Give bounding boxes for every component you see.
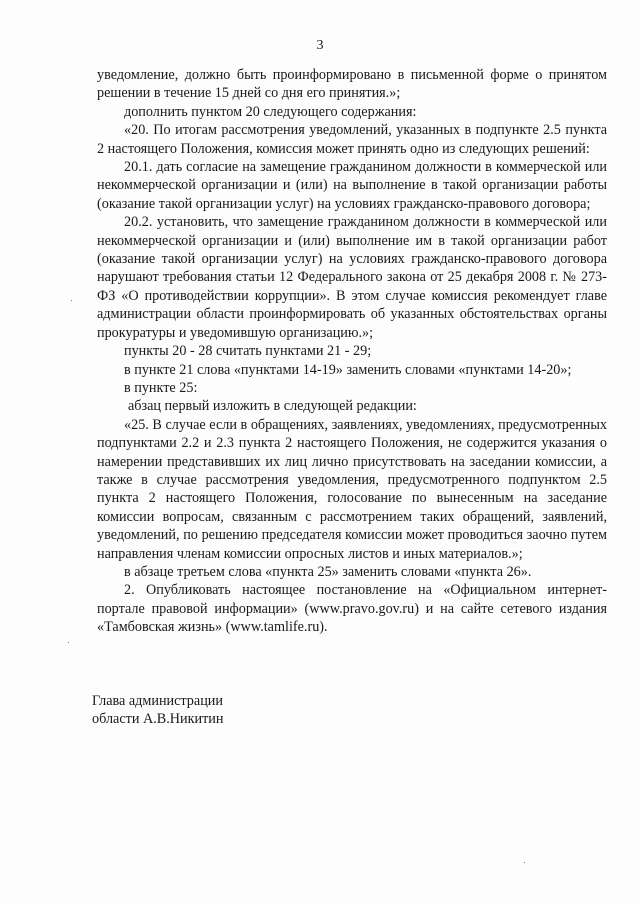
paragraph: уведомление, должно быть проинформировано в письменной форме о принятом решении в течение 15 дней со дня его принятия.»; <box>97 67 607 102</box>
paragraph: 20.1. дать согласие на замещение гражданином должности в коммерческой или некоммерческой организации и (или) на выполнение в такой организации работы (оказание такой организации услуг) на условиях гражданско-правового договора; <box>97 159 607 212</box>
signature-name: области А.В.Никитин <box>92 711 224 727</box>
paragraph: пункты 20 - 28 считать пунктами 21 - 29; <box>124 343 372 360</box>
scan-speck <box>71 300 72 301</box>
paragraph: дополнить пунктом 20 следующего содержания: <box>124 103 417 120</box>
signature-block <box>92 692 223 728</box>
paragraph: в пункте 21 слова «пунктами 14-19» заменить словами «пунктами 14-20»; <box>124 361 572 378</box>
paragraph: в абзаце третьем слова «пункта 25» заменить словами «пункта 26». <box>124 563 532 580</box>
document-body <box>97 66 607 637</box>
signature-title: Глава администрации <box>92 693 223 709</box>
paragraph: 2. Опубликовать настоящее постановление на «Официальном интернет-портале правовой информации» (www.pravo.gov.ru) и на сайте сетевого издания «Тамбовская жизнь» (www.tamlife.ru). <box>97 582 607 636</box>
scan-speck <box>68 642 69 643</box>
scan-speck <box>524 862 525 863</box>
paragraph: 20.2. установить, что замещение гражданином должности в коммерческой или некоммерческой организации и (или) выполнение им в такой организации работ (оказание такой организации услуг) на условиях гражданско-правового договора нарушают требования статьи 12 Федерального закона от 25 декабря 2008 г. № 273-ФЗ «О противодействии коррупции». В этом случае комиссия рекомендует главе администрации области проинформировать об указанных обстоятельствах органы прокуратуры и уведомившую организацию.»; <box>97 214 607 341</box>
paragraph: «20. По итогам рассмотрения уведомлений, указанных в подпункте 2.5 пункта 2 настоящего Положения, комиссия может принять одно из следующих решений: <box>97 122 607 157</box>
page-number: 3 <box>316 38 324 53</box>
paragraph: абзац первый изложить в следующей редакции: <box>128 398 417 415</box>
paragraph: «25. В случае если в обращениях, заявлениях, уведомлениях, предусмотренных подпунктами 2.2 и 2.3 пункта 2 настоящего Положения, не содержится указания о намерении представивших их лиц лично присутствовать на заседании комиссии, а также в случае рассмотрения уведомления, предусмотренного подпунктом 2.5 пункта 2 настоящего Положения, голосование по вынесенным на заседание комиссии вопросам, связанным с рассмотрением таких обращений, заявлений, уведомлений, по решению председателя комиссии может проводиться заочно путем направления членам комиссии опросных листов и иных материалов.»; <box>97 416 607 562</box>
paragraph: в пункте 25: <box>124 379 198 396</box>
